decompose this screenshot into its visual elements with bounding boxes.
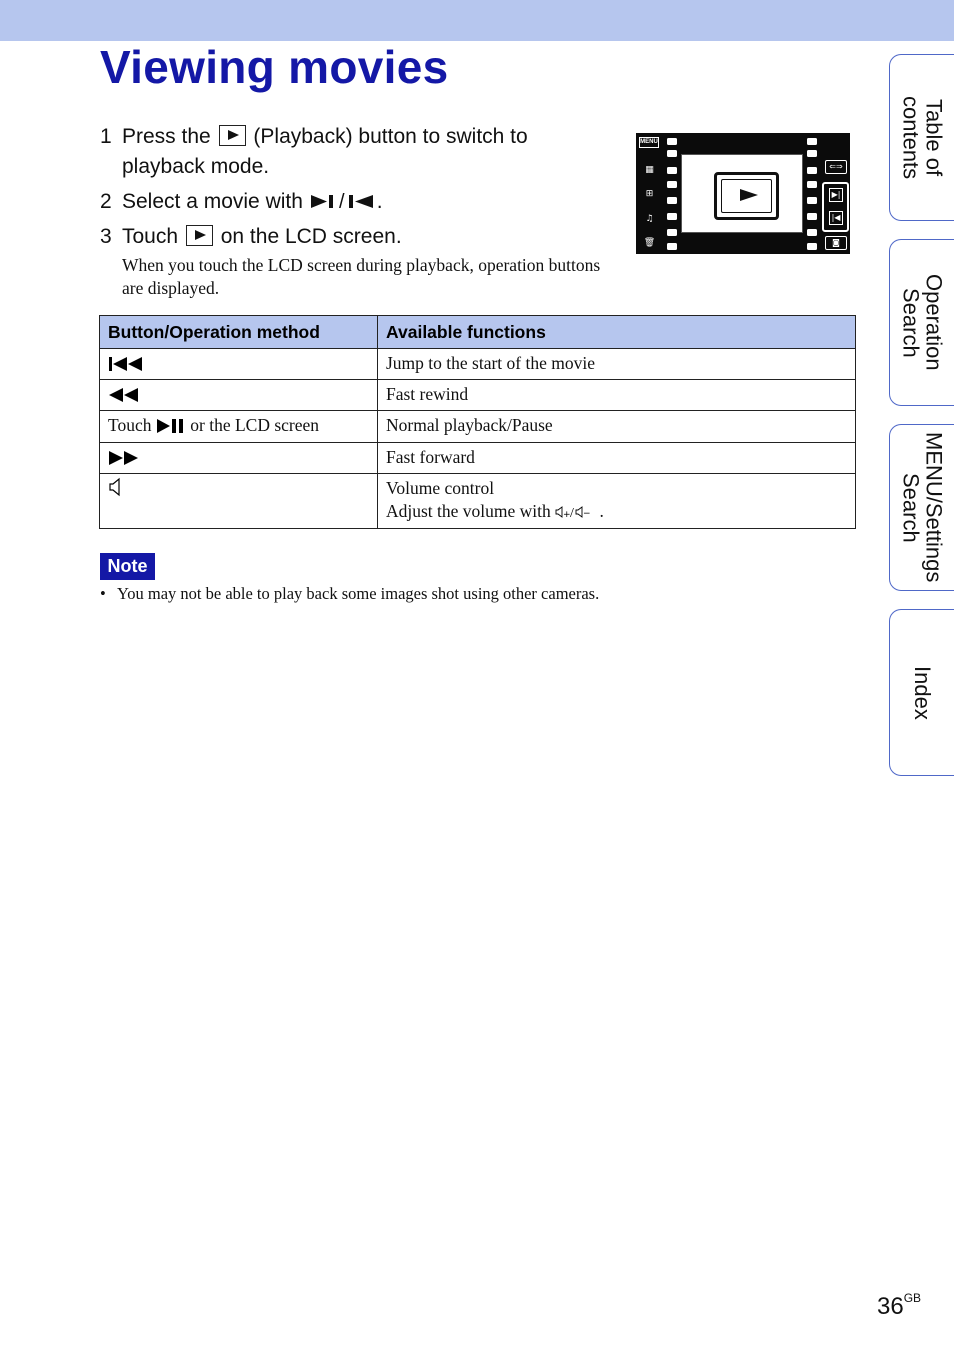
function-cell: Fast forward — [378, 443, 856, 474]
film-hole — [667, 229, 677, 236]
film-hole — [667, 213, 677, 220]
film-hole — [667, 197, 677, 204]
film-hole — [807, 229, 817, 236]
play-button-icon — [186, 225, 213, 246]
film-hole — [667, 167, 677, 174]
column-header: Available functions — [378, 316, 856, 349]
film-hole — [807, 138, 817, 145]
film-hole — [667, 138, 677, 145]
step-text: on the LCD screen. — [220, 225, 402, 248]
function-cell: Fast rewind — [378, 380, 856, 411]
volume-up-down-icon — [555, 503, 595, 526]
method-cell — [100, 349, 378, 380]
table-row — [100, 349, 856, 380]
page-number-value: 36 — [877, 1293, 904, 1320]
step-text: . — [376, 190, 383, 213]
film-hole — [667, 243, 677, 250]
playback-button-icon — [219, 125, 246, 146]
function-text: Adjust the volume with — [386, 501, 551, 521]
page-number — [877, 1291, 921, 1321]
fast-forward-icon — [108, 449, 140, 472]
svg-text:+: + — [563, 510, 571, 520]
film-hole — [667, 150, 677, 157]
tab-label: Table of contents — [898, 95, 947, 180]
jump-start-icon — [108, 355, 144, 378]
page-suffix: GB — [903, 1291, 922, 1305]
next-icon: ▶| — [829, 188, 843, 202]
table-row — [100, 443, 856, 474]
method-cell — [100, 474, 378, 529]
view-mode-icon: ⇐⇒ — [825, 160, 847, 174]
step-number: 2 — [100, 190, 112, 213]
page-title: Viewing movies — [100, 41, 449, 93]
step-number: 3 — [100, 225, 112, 248]
step-text: Touch — [122, 225, 179, 248]
volume-icon — [108, 477, 124, 503]
index-icon: ▦ — [645, 165, 654, 175]
method-cell — [100, 411, 378, 443]
tab-index[interactable] — [889, 609, 954, 776]
prev-icon: |◀ — [829, 211, 843, 225]
step-note: When you touch the LCD screen during playback, operation buttons are displayed. — [122, 255, 601, 298]
bullet: • — [100, 584, 106, 603]
note-text — [100, 584, 599, 604]
column-header: Button/Operation method — [100, 316, 378, 349]
lcd-screen-illustration — [636, 133, 850, 254]
function-cell: Normal playback/Pause — [378, 411, 856, 443]
trash-icon: 🗑 — [643, 238, 656, 248]
movie-thumbnail — [681, 154, 803, 233]
table-row — [100, 474, 856, 529]
music-icon: ♫ — [645, 214, 654, 224]
svg-text:−: − — [583, 509, 591, 519]
nav-buttons — [822, 182, 849, 232]
method-text: or the LCD screen — [190, 415, 320, 435]
tab-label: MENU/Settings Search — [898, 432, 947, 583]
film-hole — [807, 213, 817, 220]
note-body: You may not be able to play back some images shot using other cameras. — [117, 584, 600, 603]
film-hole — [807, 181, 817, 188]
tab-table-of-contents[interactable] — [889, 54, 954, 221]
tab-label: Index — [910, 665, 935, 720]
film-hole — [807, 167, 817, 174]
step-text: playback mode. — [122, 155, 270, 178]
tab-operation-search[interactable] — [889, 239, 954, 406]
function-cell: Jump to the start of the movie — [378, 349, 856, 380]
function-text: Volume control — [386, 478, 495, 498]
step-number: 1 — [100, 125, 112, 148]
function-cell: Volume control Adjust the volume with + / − . — [378, 474, 856, 529]
note-label: Note — [100, 553, 155, 580]
method-cell — [100, 443, 378, 474]
film-hole — [667, 181, 677, 188]
table-row — [100, 411, 856, 443]
svg-text:/: / — [338, 191, 345, 211]
play-icon — [714, 172, 779, 220]
table-row — [100, 380, 856, 411]
camera-icon: ◙ — [825, 236, 847, 250]
step-text: (Playback) button to switch to — [253, 125, 528, 148]
step-text: Select a movie with — [122, 190, 303, 213]
grid-icon: ⊞ — [645, 189, 654, 199]
table-header-row — [100, 316, 856, 349]
tab-label: Operation Search — [898, 274, 947, 371]
film-hole — [807, 150, 817, 157]
svg-text:/: / — [570, 506, 575, 520]
menu-icon: MENU — [639, 137, 659, 148]
functions-table — [99, 315, 856, 529]
top-band — [0, 0, 954, 41]
method-text: Touch — [108, 415, 152, 435]
tab-menu-settings-search[interactable] — [889, 424, 954, 591]
step-text: Press the — [122, 125, 211, 148]
film-hole — [807, 197, 817, 204]
film-hole — [807, 243, 817, 250]
rewind-icon — [108, 386, 140, 409]
method-cell — [100, 380, 378, 411]
next-prev-icon — [309, 190, 377, 220]
play-pause-icon — [156, 417, 186, 440]
